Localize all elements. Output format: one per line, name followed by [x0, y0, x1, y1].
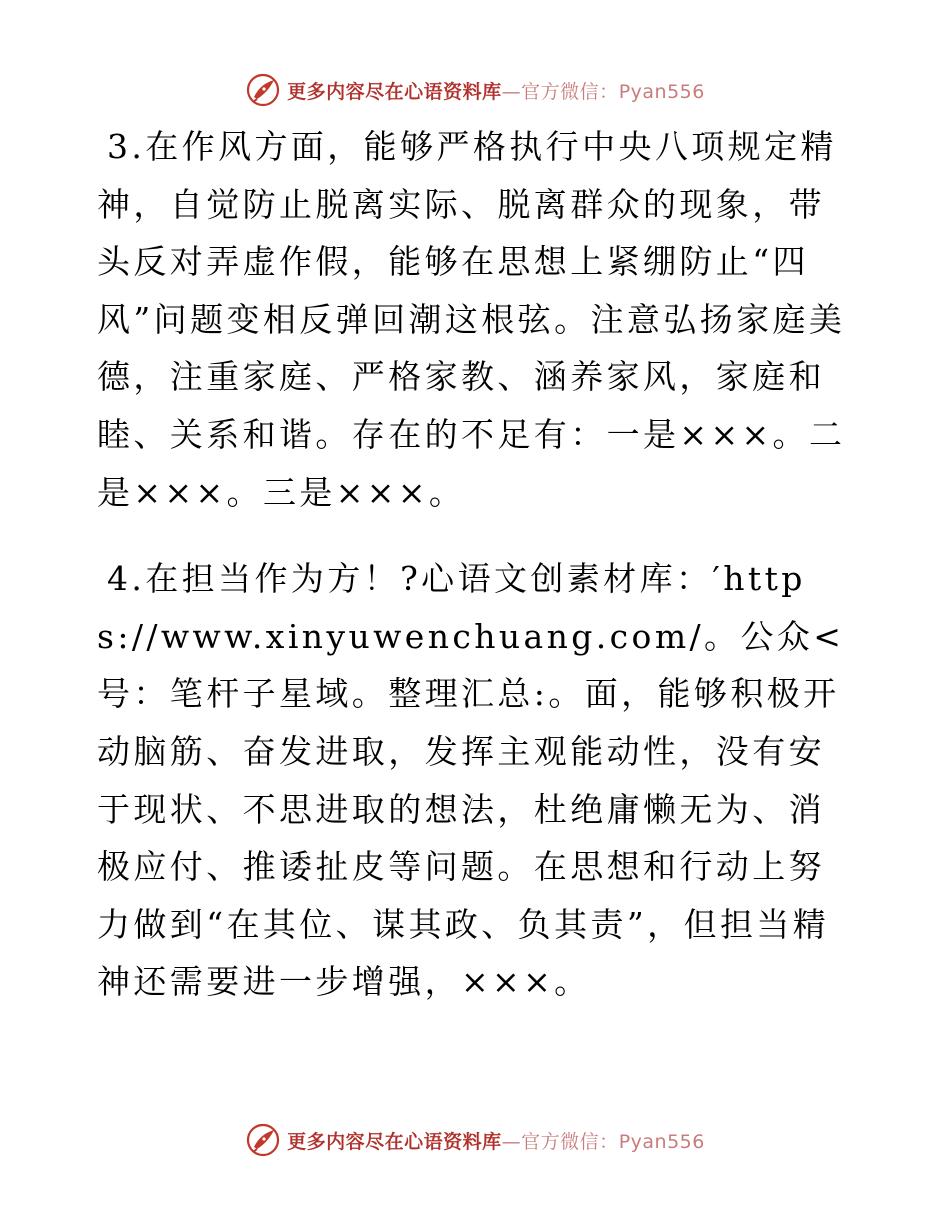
footer-banner-wechat-label: 官方微信： — [521, 1130, 619, 1153]
paragraph-responsibility: 4.在担当作为方！?心语文创素材库：′https://www.xinyuwenchuang.com/。公众<号：笔杆子星域。整理汇总:。面，能够积极开动脑筋、奋发进取，发挥主观能动性，没有安于现状、不思进取的想法，杜绝庸懒无为、消极应付、推诿扯皮等问题。在思想和行动上努力做到“在其位、谋其政、负其责”，但担当精神还需要进一步增强，×××。 — [97, 559, 845, 1002]
pen-nib-logo-icon — [245, 72, 281, 108]
pen-nib-logo-icon — [245, 1122, 281, 1158]
header-banner-text — [287, 77, 705, 104]
footer-banner-separator: — — [501, 1130, 522, 1153]
footer-banner — [0, 1120, 950, 1160]
paragraph-conduct: 3.在作风方面，能够严格执行中央八项规定精神，自觉防止脱离实际、脱离群众的现象，带头反对弄虚作假，能够在思想上紧绷防止“四风”问题变相反弹回潮这根弦。注意弘扬家庭美德，注重家庭、严格家教、涵养家风，家庭和睦、关系和谐。存在的不足有：一是×××。二是×××。三是×××。 — [97, 127, 846, 512]
header-banner-title: 更多内容尽在心语资料库 — [287, 80, 502, 103]
header-banner — [0, 70, 950, 110]
document-body — [97, 118, 857, 1011]
footer-banner-wechat-id: Pyan556 — [618, 1130, 705, 1153]
footer-banner-text — [287, 1127, 705, 1154]
header-banner-wechat-label: 官方微信： — [521, 80, 619, 103]
header-banner-separator: — — [501, 80, 522, 103]
header-banner-wechat-id: Pyan556 — [618, 80, 705, 103]
footer-banner-title: 更多内容尽在心语资料库 — [287, 1130, 502, 1153]
